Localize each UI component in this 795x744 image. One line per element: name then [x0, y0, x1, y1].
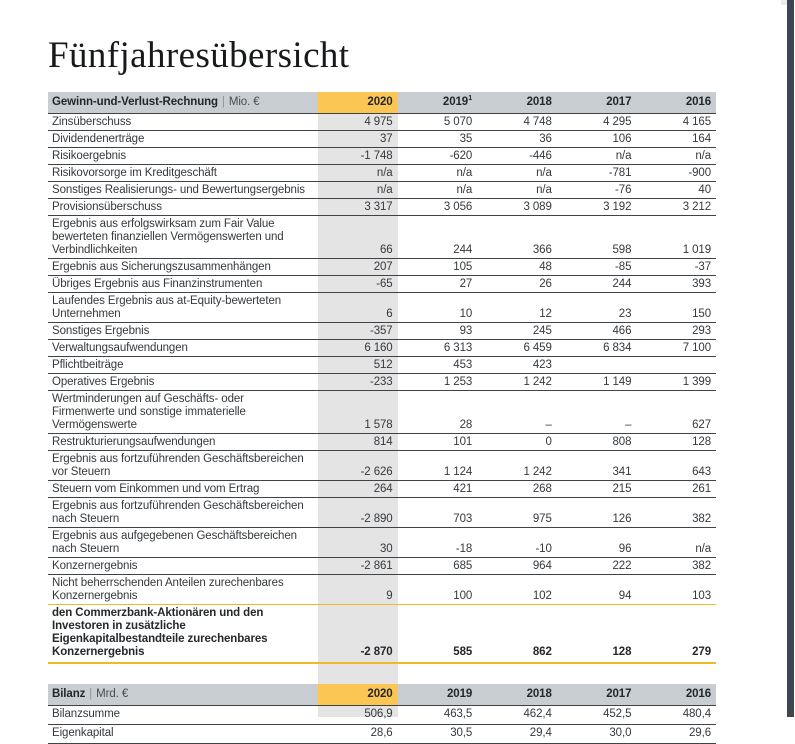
- guv-rows: [48, 114, 716, 663]
- row-value: 627: [636, 391, 716, 434]
- row-value: –: [477, 391, 557, 434]
- row-value: -10: [477, 528, 557, 558]
- table-row: [48, 724, 716, 743]
- row-value: -233: [318, 374, 398, 391]
- row-value: 1 149: [557, 374, 637, 391]
- row-label: Übriges Ergebnis aus Finanzinstrumenten: [48, 276, 318, 293]
- row-value: 23: [557, 293, 637, 323]
- row-value: 1 242: [477, 451, 557, 481]
- row-value: 37: [318, 131, 398, 148]
- guv-year-header-2017: 2017: [557, 92, 637, 114]
- row-label: Pflichtbeiträge: [48, 357, 318, 374]
- bilanz-year-header-2017: 2017: [557, 684, 637, 706]
- row-value: 12: [477, 293, 557, 323]
- guv-section-header: [48, 92, 318, 114]
- separator: |: [89, 687, 93, 700]
- table-row: [48, 114, 716, 131]
- row-value: 164: [636, 131, 716, 148]
- row-value: 0: [477, 434, 557, 451]
- row-label: Operatives Ergebnis: [48, 374, 318, 391]
- row-value: 10: [398, 293, 478, 323]
- row-label: Ergebnis aus fortzuführenden Geschäftsbereichen nach Steuern: [48, 498, 318, 528]
- row-value: 264: [318, 481, 398, 498]
- table-row: [48, 323, 716, 340]
- row-label: Sonstiges Ergebnis: [48, 323, 318, 340]
- row-label: Ergebnis aus aufgegebenen Geschäftsbereichen nach Steuern: [48, 528, 318, 558]
- row-value: 3 212: [636, 199, 716, 216]
- table-row: [48, 199, 716, 216]
- table-row: [48, 259, 716, 276]
- row-value: 93: [398, 323, 478, 340]
- bilanz-header-row: [48, 684, 716, 706]
- row-value: 452,5: [557, 705, 637, 724]
- row-value: 40: [636, 182, 716, 199]
- row-value: 463,5: [398, 705, 478, 724]
- row-value: 30: [318, 528, 398, 558]
- row-value: 6: [318, 293, 398, 323]
- row-value: 3 192: [557, 199, 637, 216]
- row-value: 9: [318, 575, 398, 605]
- guv-section-label: Gewinn-und-Verlust-Rechnung: [52, 96, 218, 108]
- guv-year-header-2016: 2016: [636, 92, 716, 114]
- row-value: 150: [636, 293, 716, 323]
- row-value: 862: [477, 605, 557, 663]
- row-value: 703: [398, 498, 478, 528]
- row-value: 4 748: [477, 114, 557, 131]
- row-value: n/a: [557, 148, 637, 165]
- row-value: -2 626: [318, 451, 398, 481]
- row-value: 975: [477, 498, 557, 528]
- row-value: 1 578: [318, 391, 398, 434]
- row-value: n/a: [318, 165, 398, 182]
- row-value: 4 165: [636, 114, 716, 131]
- row-value: -1 748: [318, 148, 398, 165]
- row-value: 293: [636, 323, 716, 340]
- table-row: [48, 558, 716, 575]
- row-value: 506,9: [318, 705, 398, 724]
- row-value: -37: [636, 259, 716, 276]
- guv-unit-label: Mio. €: [228, 96, 260, 108]
- row-value: 1 019: [636, 216, 716, 259]
- scrollbar[interactable]: [787, 0, 794, 717]
- row-value: 393: [636, 276, 716, 293]
- row-value: 244: [557, 276, 637, 293]
- row-label: Verwaltungsaufwendungen: [48, 340, 318, 357]
- row-value: 382: [636, 558, 716, 575]
- row-label: Steuern vom Einkommen und vom Ertrag: [48, 481, 318, 498]
- row-value: –: [557, 391, 637, 434]
- guv-header-row: [48, 92, 716, 114]
- row-value: 126: [557, 498, 637, 528]
- row-label: Eigenkapital: [48, 724, 318, 743]
- row-label: Zinsüberschuss: [48, 114, 318, 131]
- row-value: n/a: [318, 182, 398, 199]
- row-value: -2 870: [318, 605, 398, 663]
- bilanz-year-header-2018: 2018: [477, 684, 557, 706]
- row-value: 102: [477, 575, 557, 605]
- table-row: [48, 357, 716, 374]
- row-value: 512: [318, 357, 398, 374]
- bilanz-section-label: Bilanz: [52, 687, 86, 700]
- row-value: -446: [477, 148, 557, 165]
- table-row: [48, 374, 716, 391]
- table-row: [48, 705, 716, 724]
- row-label: Sonstiges Realisierungs- und Bewertungsergebnis: [48, 182, 318, 199]
- row-value: 244: [398, 216, 478, 259]
- row-value: 1 242: [477, 374, 557, 391]
- row-value: 66: [318, 216, 398, 259]
- row-value: 5 070: [398, 114, 478, 131]
- row-value: 26: [477, 276, 557, 293]
- row-label: Laufendes Ergebnis aus at-Equity-bewerteten Unternehmen: [48, 293, 318, 323]
- row-label: Ergebnis aus Sicherungszusammenhängen: [48, 259, 318, 276]
- table-row: [48, 216, 716, 259]
- row-value: -357: [318, 323, 398, 340]
- row-label: Ergebnis aus erfolgswirksam zum Fair Value bewerteten finanziellen Vermögenswerten und Verbindlichkeiten: [48, 216, 318, 259]
- bilanz-year-header-2019: 2019: [398, 684, 478, 706]
- row-value: -76: [557, 182, 637, 199]
- row-value: 100: [398, 575, 478, 605]
- page-title: Fünfjahresübersicht: [48, 35, 350, 76]
- row-value: 1 124: [398, 451, 478, 481]
- bilanz-section-header: [48, 684, 318, 706]
- row-value: 222: [557, 558, 637, 575]
- table-row: [48, 434, 716, 451]
- row-value: -65: [318, 276, 398, 293]
- row-value: -85: [557, 259, 637, 276]
- guv-year-header-2020: 2020: [318, 92, 398, 114]
- row-value: 4 295: [557, 114, 637, 131]
- row-value: 268: [477, 481, 557, 498]
- separator: |: [221, 96, 225, 108]
- row-value: 1 399: [636, 374, 716, 391]
- row-value: 94: [557, 575, 637, 605]
- row-value: 453: [398, 357, 478, 374]
- row-label: Risikoergebnis: [48, 148, 318, 165]
- row-value: 6 160: [318, 340, 398, 357]
- row-value: n/a: [636, 528, 716, 558]
- table-row: [48, 528, 716, 558]
- row-value: 29,6: [636, 724, 716, 743]
- table-row: [48, 293, 716, 323]
- row-value: 207: [318, 259, 398, 276]
- page-content: [48, 0, 716, 744]
- row-value: 366: [477, 216, 557, 259]
- row-value: n/a: [398, 182, 478, 199]
- row-value: -900: [636, 165, 716, 182]
- row-value: 7 100: [636, 340, 716, 357]
- bilanz-year-header-2020: 2020: [318, 684, 398, 706]
- row-value: 103: [636, 575, 716, 605]
- table-row: [48, 165, 716, 182]
- row-value: 28,6: [318, 724, 398, 743]
- row-value: n/a: [398, 165, 478, 182]
- row-value: 215: [557, 481, 637, 498]
- row-value: 466: [557, 323, 637, 340]
- row-value: -620: [398, 148, 478, 165]
- row-value: 96: [557, 528, 637, 558]
- row-value: 245: [477, 323, 557, 340]
- row-value: [557, 357, 637, 374]
- row-value: 685: [398, 558, 478, 575]
- row-label: Risikovorsorge im Kreditgeschäft: [48, 165, 318, 182]
- row-label: Wertminderungen auf Geschäfts- oder Firmenwerte und sonstige immaterielle Vermögenswerte: [48, 391, 318, 434]
- bilanz-rows: [48, 705, 716, 743]
- row-value: n/a: [636, 148, 716, 165]
- table-row: [48, 340, 716, 357]
- row-value: 585: [398, 605, 478, 663]
- row-value: n/a: [477, 182, 557, 199]
- row-label: Konzernergebnis: [48, 558, 318, 575]
- row-label: Dividendenerträge: [48, 131, 318, 148]
- row-value: 3 089: [477, 199, 557, 216]
- table-row: [48, 131, 716, 148]
- row-value: 814: [318, 434, 398, 451]
- row-label: Ergebnis aus fortzuführenden Geschäftsbereichen vor Steuern: [48, 451, 318, 481]
- row-value: 6 834: [557, 340, 637, 357]
- row-label: Bilanzsumme: [48, 705, 318, 724]
- table-row: [48, 276, 716, 293]
- row-value: 29,4: [477, 724, 557, 743]
- row-value: 382: [636, 498, 716, 528]
- table-row: [48, 148, 716, 165]
- bilanz-unit-label: Mrd. €: [96, 687, 129, 700]
- row-value: -781: [557, 165, 637, 182]
- table-row: [48, 182, 716, 199]
- table-row: [48, 575, 716, 605]
- row-value: 128: [636, 434, 716, 451]
- guv-year-header-2019: 2019$^1$: [398, 92, 478, 114]
- row-value: 341: [557, 451, 637, 481]
- row-value: 30,0: [557, 724, 637, 743]
- guv-table: [48, 92, 716, 664]
- row-value: 261: [636, 481, 716, 498]
- row-value: 3 317: [318, 199, 398, 216]
- row-value: 1 253: [398, 374, 478, 391]
- table-row: [48, 605, 716, 663]
- row-value: 480,4: [636, 705, 716, 724]
- row-label: Provisionsüberschuss: [48, 199, 318, 216]
- row-value: 28: [398, 391, 478, 434]
- table-row: [48, 391, 716, 434]
- bilanz-table: [48, 684, 716, 744]
- table-row: [48, 481, 716, 498]
- row-value: 6 459: [477, 340, 557, 357]
- table-row: [48, 451, 716, 481]
- row-value: 423: [477, 357, 557, 374]
- row-label: Nicht beherrschenden Anteilen zurechenbares Konzernergebnis: [48, 575, 318, 605]
- row-value: 643: [636, 451, 716, 481]
- row-value: 35: [398, 131, 478, 148]
- row-value: 4 975: [318, 114, 398, 131]
- row-value: 462,4: [477, 705, 557, 724]
- row-label: Restrukturierungsaufwendungen: [48, 434, 318, 451]
- row-value: -2 890: [318, 498, 398, 528]
- row-value: 279: [636, 605, 716, 663]
- row-value: 106: [557, 131, 637, 148]
- row-value: 598: [557, 216, 637, 259]
- row-label: den Commerzbank-Aktionären und den Investoren in zusätzliche Eigenkapitalbestandteile zurechenbares Konzernergebnis: [48, 605, 318, 663]
- row-value: 808: [557, 434, 637, 451]
- row-value: 3 056: [398, 199, 478, 216]
- row-value: n/a: [477, 165, 557, 182]
- row-value: 421: [398, 481, 478, 498]
- row-value: 48: [477, 259, 557, 276]
- row-value: 6 313: [398, 340, 478, 357]
- bilanz-year-header-2016: 2016: [636, 684, 716, 706]
- row-value: 128: [557, 605, 637, 663]
- row-value: -18: [398, 528, 478, 558]
- table-row: [48, 498, 716, 528]
- row-value: 30,5: [398, 724, 478, 743]
- row-value: 101: [398, 434, 478, 451]
- row-value: -2 861: [318, 558, 398, 575]
- row-value: 27: [398, 276, 478, 293]
- row-value: [636, 357, 716, 374]
- row-value: 36: [477, 131, 557, 148]
- guv-year-header-2018: 2018: [477, 92, 557, 114]
- row-value: 105: [398, 259, 478, 276]
- row-value: 964: [477, 558, 557, 575]
